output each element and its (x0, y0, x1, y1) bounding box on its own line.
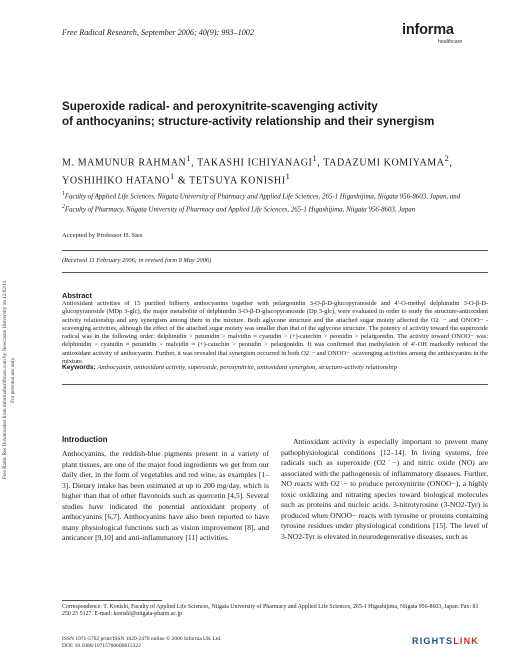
affil-mark: 1 (285, 172, 291, 182)
footnote-divider (62, 600, 162, 601)
rightslink-part-1: RIGHTS (412, 636, 454, 646)
issn-line: ISSN 1071-5762 print/ISSN 1029-2470 online © 2006 Informa UK Ltd. (62, 636, 222, 642)
publisher-logo-sub: healthcare (438, 39, 463, 45)
watermark-line-2: For personal use only. (9, 357, 16, 403)
rightslink-logo (412, 636, 479, 646)
affil-mark: 2 (444, 154, 450, 163)
rightslink-part-2: LINK (453, 636, 480, 646)
watermark-line-1: Free Radic Res Downloaded from informahealthcare.com by Newcastle University on 12/02/11 (2, 280, 8, 480)
authors-line-1 (62, 152, 482, 170)
introduction-heading: Introduction (62, 435, 108, 444)
intro-left-column: Anthocyanins, the reddish-blue pigments present in a variety of plant tissues, are one of the major food ingredients we get from our daily diet, in the form of vegetables and red wine, as examples [1–3]. Dietary intake has been estimated at up to 200 mg/day, which is higher than that of other flavonoids such as quercetin [4,5]. Several studies have indicated the potential antioxidant property of anthocyanins [6,7]. Anthocyanins have also been reported to have many physiological functions such as vision improvement [8], and anticancer [9,10] and anti-inflammatory [11] activities. (62, 449, 269, 542)
doi-line: DOI: 10.1080/10715760600815322 (62, 643, 141, 649)
keywords-label: Keywords: (62, 364, 96, 371)
abstract-body: Antioxidant activities of 15 purified bilberry anthocyanins together with pelargonidin 3-O-β-D-glucopyranoside and 4′-O-methyl delphinidin 3-O-β-D-glucopyranoside (MDp 3-glc), the major metabolite of delphinidin 3-O-β-D-glucopyranoside (Dp 3-glc), were evaluated in order to study the structure-antioxidant activity relationship and any synergism among them in the mixture. Both aglycone structure and the attached sugar moiety affected the O2˙− and ONOO− -scavenging activities, although the effect of the attached sugar moiety was smaller than that of the aglycone structure. The potency of activity toward the superoxide radical was in the following order: delphinidin > petunidin > malvidin ≈ cyanidin > (+)-catechin > peonidin > pelargonidin. The activity toward ONOO− was: delphinidin > cyanidin ≈ petunidin > malvidin ≈ (+)-catechin > peonidin > pelargonidin. It was confirmed that methylation of 4′-OH markedly reduced the antioxidant activity of anthocyanin. Further, it was revealed that synergism occurred in both O2˙− and ONOO− -scavenging activities among the anthocyanins in the mixture. (62, 300, 488, 366)
affil-mark: 1 (312, 154, 318, 163)
affil-mark: 1 (186, 154, 192, 163)
authors-line-2 (62, 170, 482, 188)
affil-mark: 1 (169, 172, 175, 182)
divider (62, 272, 488, 273)
download-watermark (2, 230, 28, 530)
author-name: YOSHIHIKO HATANO (62, 175, 170, 187)
author-name: M. MAMUNUR RAHMAN (62, 157, 187, 169)
accepted-by: Accepted by Professor H. Sies (62, 232, 143, 239)
author-name: , TAKASHI ICHIYANAGI (191, 157, 313, 169)
divider (62, 250, 488, 251)
title-line-2: of anthocyanins; structure-activity relationship and their synergism (62, 115, 435, 128)
journal-citation: Free Radical Research, September 2006; 40(9): 993–1002 (62, 28, 254, 37)
article-title (62, 99, 482, 129)
publisher-logo: informa (402, 22, 454, 38)
correspondence-note: Correspondence: T. Konishi, Faculty of Applied Life Sciences, Niigata University of Pharmacy and Applied Life Sciences, 265-1 Higashijima, Niigata 956-8603, Japan. Fax: 81 250 25 5127. E-mail: konishi@niigata-pharm.ac.jp (62, 604, 479, 618)
abstract-heading: Abstract (62, 291, 92, 300)
affil-number: 1 (62, 191, 65, 197)
intro-right-column: Antioxidant activity is especially important to prevent many pathophysiological conditions [12–14]. In living systems, free radicals such as superoxide (O2˙−) and nitric oxide (NO) are associated with the pathogenesis of inflammatory diseases. Further, NO reacts with O2˙− to produce peroxynitrite (ONOO−), a highly toxic oxidizing and nitrating species toward biological molecules such as proteins and nucleic acids. 3-nitrotyrosine (3-NO2-Tyr) is produced when ONOO− reacts with tyrosine or proteins containing tyrosine residues under physiological conditions [15]. The level of 3-NO2-Tyr is elevated in neurodegenerative diseases, such as (281, 437, 488, 541)
keywords (62, 364, 488, 371)
issn-doi (62, 636, 362, 650)
received-dates: (Received 11 February 2006; in revised form 8 May 2006) (62, 257, 212, 264)
author-separator: , (449, 157, 453, 169)
author-list (62, 152, 482, 189)
affil-text: Faculty of Applied Life Sciences, Niigata University of Pharmacy and Applied Life Sciences, 265-1 Higashijima, Niigata 956-8603, Japan, and (64, 193, 461, 201)
author-name: , TADAZUMI KOMIYAMA (317, 157, 445, 169)
author-name: & TETSUYA KONISHI (174, 175, 286, 187)
affiliations (62, 189, 482, 216)
affil-number: 2 (62, 204, 65, 211)
keywords-text: Anthocyanin, antioxidant activity, superoxide, peroxynitrite, antioxidant synergism, structure-activity relationship (97, 364, 398, 371)
affil-text: Faculty of Pharmacy, Niigata University of Pharmacy and Applied Life Sciences, 265-1 Higashijima, Niigata 956-8603, Japan (64, 206, 416, 214)
title-line-1: Superoxide radical- and peroxynitrite-scavenging activity (62, 100, 378, 113)
divider (62, 384, 488, 385)
